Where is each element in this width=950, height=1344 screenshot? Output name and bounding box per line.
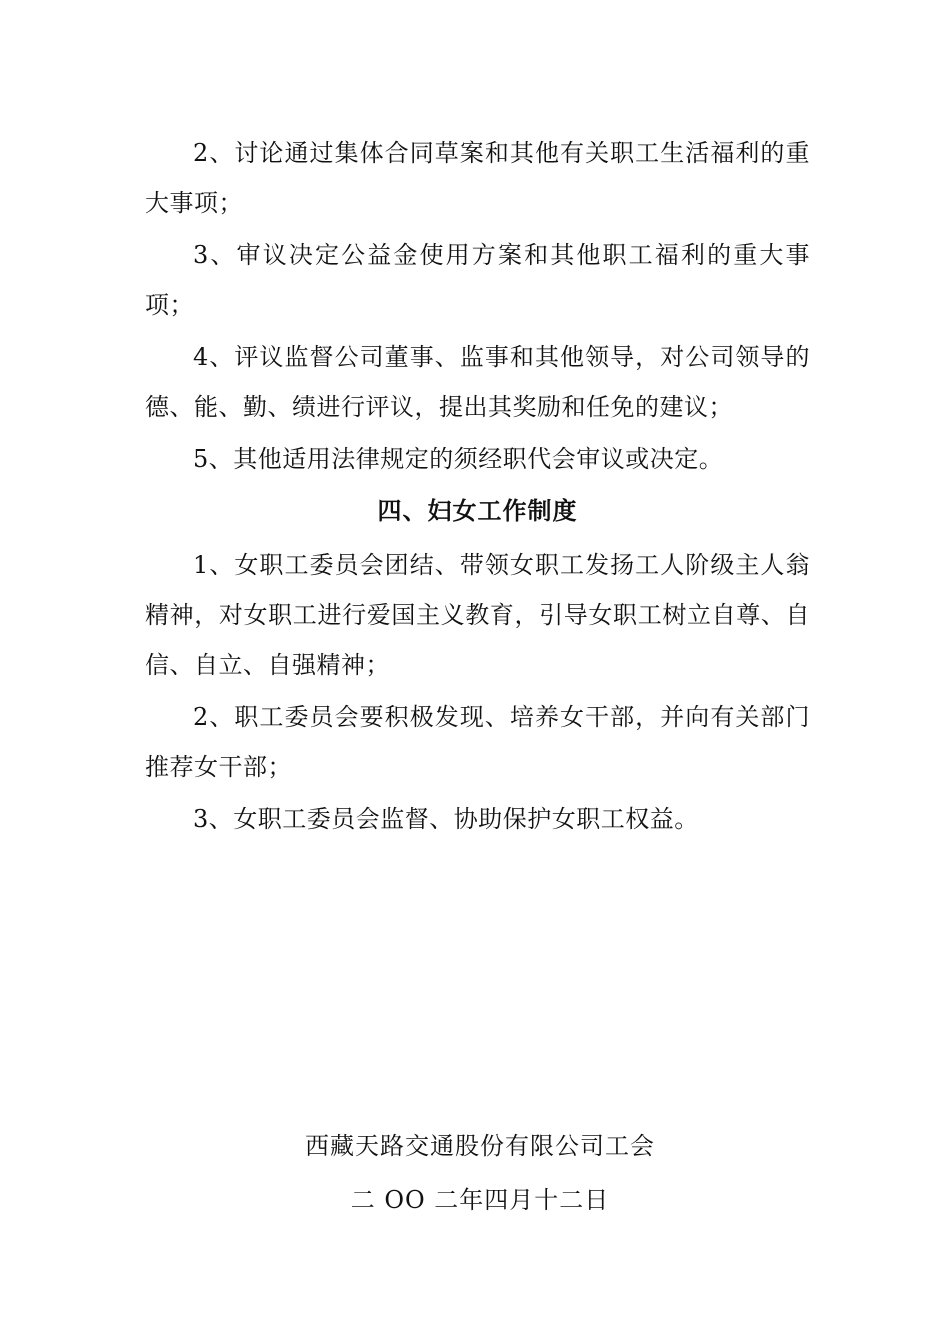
signature-organization: 西藏天路交通股份有限公司工会: [305, 1132, 655, 1160]
list-item: 3、审议决定公益金使用方案和其他职工福利的重大事项；: [145, 241, 810, 319]
document-body: [145, 128, 810, 846]
list-item: 2、讨论通过集体合同草案和其他有关职工生活福利的重大事项；: [145, 139, 810, 217]
list-item: 4、评议监督公司董事、监事和其他领导，对公司领导的德、能、勤、绩进行评议，提出其奖励和任免的建议；: [145, 343, 810, 421]
list-item: 2、职工委员会要积极发现、培养女干部，并向有关部门推荐女干部；: [145, 703, 810, 781]
list-item: 5、其他适用法律规定的须经职代会审议或决定。: [193, 445, 724, 473]
list-item: 1、女职工委员会团结、带领女职工发扬工人阶级主人翁精神，对女职工进行爱国主义教育，引导女职工树立自尊、自信、自立、自强精神；: [145, 551, 810, 679]
list-item: 3、女职工委员会监督、协助保护女职工权益。: [193, 805, 699, 833]
signature-date: 二 OO 二年四月十二日: [350, 1186, 610, 1214]
section-heading: 四、妇女工作制度: [377, 496, 578, 525]
